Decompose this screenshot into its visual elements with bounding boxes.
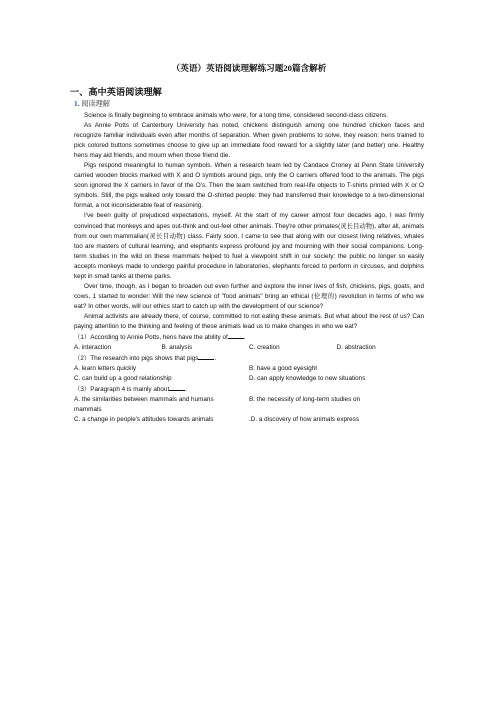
sub-question-text: Paragraph 4 is mainly about bbox=[90, 386, 170, 394]
option-b: B. analysis bbox=[161, 344, 193, 352]
option-b: B. have a good eyesight bbox=[249, 365, 318, 373]
sub-question-1: （1）According to Annie Potts, hens have the ability of . bbox=[74, 334, 246, 342]
passage-paragraph-3: Pigs respond meaningful to human symbols. When a research team led by Candace Croney at Penn State University carried wooden blocks marked with X and O symbols around pigs, only the O carriers offered food to the animals. The pigs soon ignored the X carriers in favor of the O's. Then the team switched from real-life objects to T-shirts printed with X or O symbols. Still, the pigs walked only toward the O-shirted people: they had transferred their knowledge to a two-dimensional format, a not inconsiderable feat of reasoning. bbox=[74, 162, 424, 210]
option-c: C. creation bbox=[249, 344, 280, 352]
section-heading: 一、高中英语阅读理解 bbox=[70, 87, 162, 97]
options-row bbox=[74, 343, 424, 353]
sub-question-3: （3）Paragraph 4 is mainly about . bbox=[74, 386, 187, 394]
options-row bbox=[74, 374, 424, 384]
sub-question-2: （2）The research into pigs shows that pigs . bbox=[74, 355, 217, 363]
options-row bbox=[74, 415, 424, 425]
option-a: A. the similarities between mammals and humans bbox=[74, 396, 214, 404]
option-c: C. a change in people's attitudes towards animals bbox=[74, 416, 214, 424]
passage-paragraph-5: Over time, though, as I began to broaden out even further and explore the inner lives of fish, chickens, pigs, goats, and cows, 1 started to wonder: Will the new science of "food animals" bring an ethical (伦理的) revolution in terms of who we eat? In other words, will our ethics start to catch up with the development of our science? bbox=[74, 282, 424, 310]
sub-question-number: （2） bbox=[74, 355, 91, 363]
answer-blank bbox=[169, 384, 185, 391]
option-d: D. abstraction bbox=[336, 344, 376, 352]
option-d: .D. a discovery of how animals express bbox=[249, 416, 360, 424]
option-a: A. learn letters quickly bbox=[74, 365, 137, 373]
question-header bbox=[74, 99, 424, 109]
option-a: A. interaction bbox=[74, 344, 112, 352]
options-row bbox=[74, 364, 424, 374]
sub-question-text: The research into pigs shows that pigs bbox=[90, 355, 199, 363]
sub-question-number: （3） bbox=[74, 386, 91, 394]
question-type: 阅读理解 bbox=[81, 100, 110, 108]
passage-paragraph-4: I've been guilty of prejudiced expectations, myself. At the start of my career almost four decades ago, I was firmly convinced that monkeys and apes out-think and out-feel other animals. They're other primates(灵长目动物), after all, animals from our own mammalian(灵长目动物) class. Fairly soon, I came to see that along with our closest living relatives, whales too are masters of cultural learning, and elephants express profound joy and mourning with their social companions. Long-term studies in the wild on these mammals helped to fuel a viewpoint shift in our society: the public no longer so easily accepts monkeys made to undergo painful procedure in laboratories, elephants forced to perform in circuses, and dolphins kept in small tanks at theme parks. bbox=[74, 212, 424, 280]
question-number: 1. bbox=[74, 100, 80, 108]
doc-title: （英语）英语阅读理解练习题20篇含解析 bbox=[171, 63, 327, 73]
passage-paragraph-1: Science is finally beginning to embrace animals who were, for a long time, considered second-class citizens. bbox=[84, 112, 388, 119]
document-page bbox=[70, 62, 424, 425]
option-c: C. can build up a good relationship bbox=[74, 375, 172, 383]
option-d: D. can apply knowledge to new situations bbox=[249, 375, 366, 383]
option-b-continued: mammals bbox=[74, 406, 102, 414]
answer-blank bbox=[228, 332, 244, 339]
sub-question-number: （1） bbox=[74, 334, 91, 342]
passage-paragraph-6: Animal activists are already there, of course, committed to not eating these animals. But what about the rest of us? Can paying attention to the thinking and feeling of these animals lead us to make changes in who we eat? bbox=[74, 312, 424, 330]
option-b: B. the necessity of long-term studies on bbox=[249, 396, 361, 404]
sub-question-text: According to Annie Potts, hens have the ability of bbox=[90, 334, 228, 342]
passage-paragraph-2: As Annie Potts of Canterbury University has noted, chickens distinguish among one hundred chicken faces and recognize familiar individuals even after months of separation. When given problems to solve, they reason: hens trained to pick colored buttons sometimes choose to give up an immediate food reward for a slightly later (and better) one. Healthy hens may aid friends, and mourn when those friend die. bbox=[74, 122, 424, 160]
answer-blank bbox=[198, 353, 214, 360]
options-row bbox=[74, 395, 424, 405]
